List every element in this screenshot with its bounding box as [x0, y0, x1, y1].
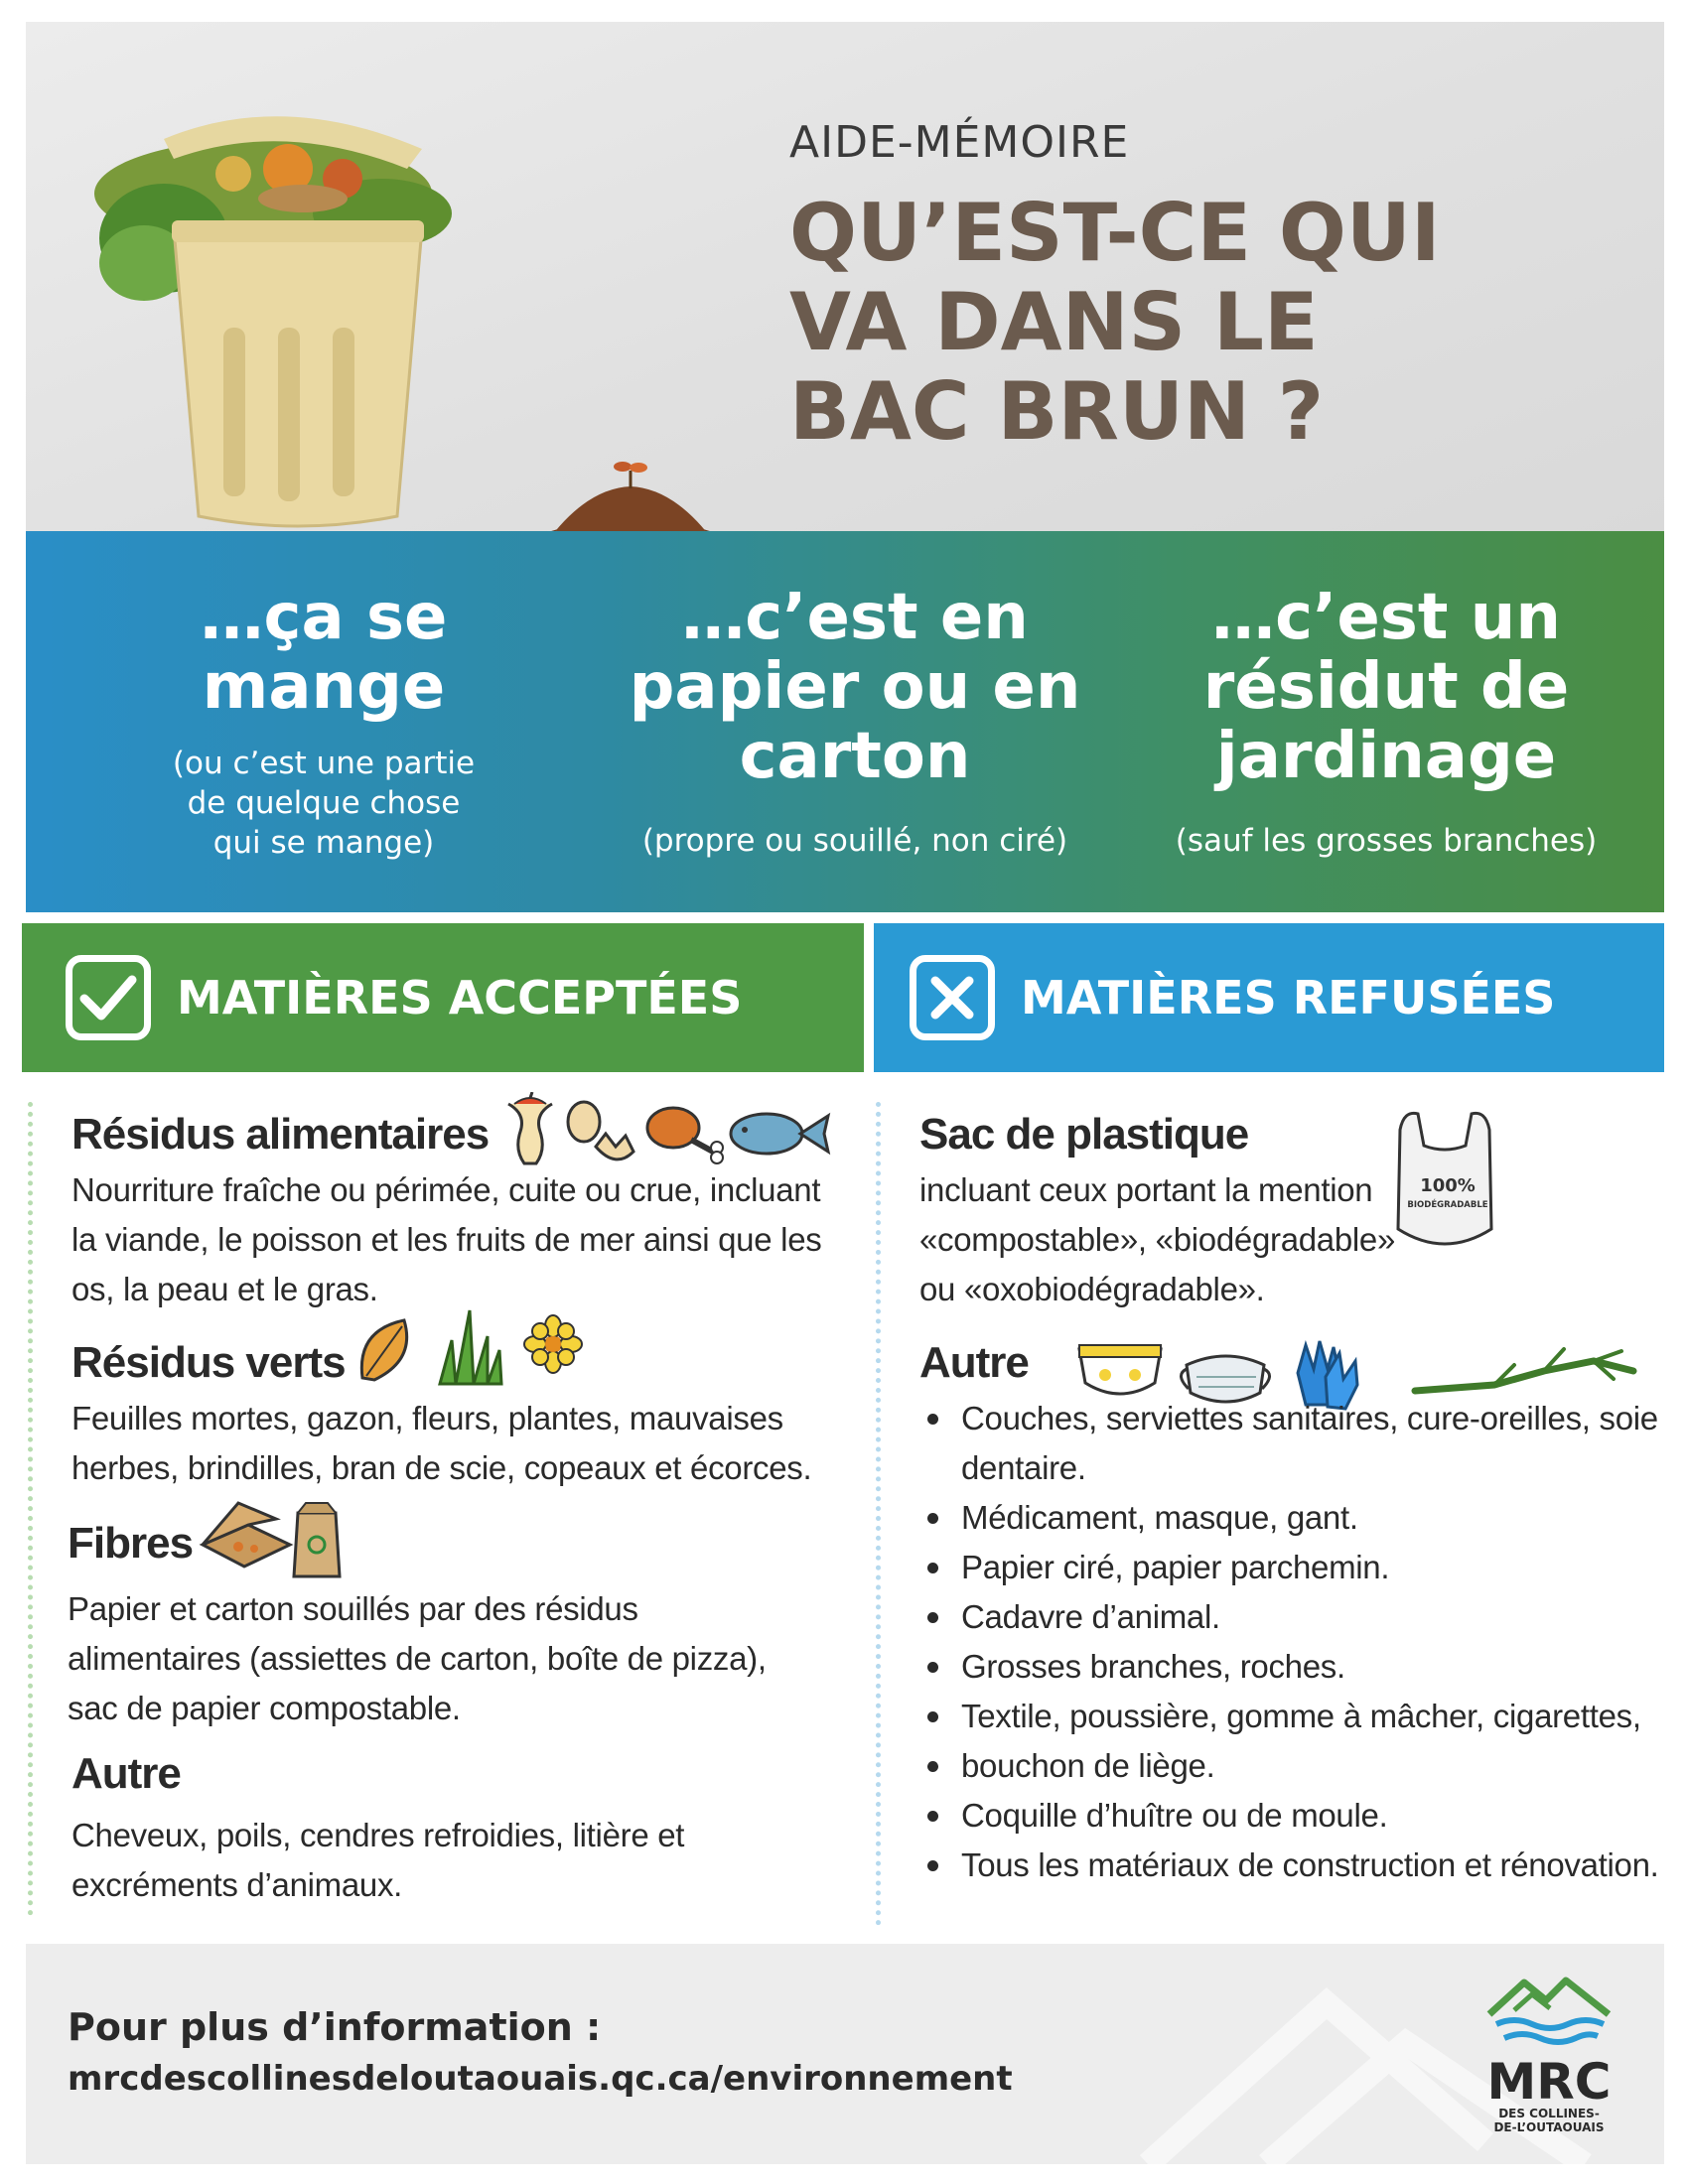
plastic-bag-icon: [1390, 1110, 1499, 1259]
garden-icons: [352, 1300, 591, 1390]
criterion-garden: …c’est un résidut de jardinage (sauf les grosses branches): [1175, 581, 1598, 859]
accepted-heading: MATIÈRES ACCEPTÉES: [177, 971, 743, 1024]
mrc-logo: MRC DES COLLINES- DE-L’OUTAOUAIS: [1470, 1971, 1628, 2149]
accepted-header: [22, 923, 864, 1072]
section-title-plastic: Sac de plastique: [919, 1110, 1249, 1159]
footer-url-link[interactable]: mrcdescollinesdeloutaouais.qc.ca/environnement: [68, 2059, 1013, 2099]
section-text-food: Nourriture fraîche ou périmée, cuite ou crue, incluant la viande, le poisson et les fruits de mer ainsi que les os, la peau et le gras.: [71, 1171, 822, 1307]
section-title-other-refused: Autre: [919, 1338, 1029, 1387]
mrc-logo-mark: [1484, 1971, 1614, 2050]
divider-left: [28, 1102, 33, 1916]
paper-bag-icon: [294, 1503, 340, 1576]
svg-text:BIODÉGRADABLE: BIODÉGRADABLE: [1407, 1200, 1488, 1210]
list-item: Grosses branches, roches.: [919, 1642, 1659, 1692]
criterion-paper: …c’est en papier ou en carton (propre ou souillé, non ciré): [629, 581, 1081, 859]
list-item: Tous les matériaux de construction et rénovation.: [919, 1841, 1659, 1890]
list-item: Coquille d’huître ou de moule.: [919, 1791, 1659, 1841]
food-icons: [496, 1092, 834, 1171]
list-item: Médicament, masque, gant.: [919, 1493, 1659, 1543]
list-item: Textile, poussière, gomme à mâcher, cigarettes,: [919, 1692, 1659, 1741]
footer: [26, 1944, 1664, 2164]
fibre-icons: [199, 1499, 348, 1578]
pizza-box-icon: [203, 1503, 290, 1567]
kicker-text: AIDE-MÉMOIRE: [789, 117, 1130, 168]
list-item: Papier ciré, papier parchemin.: [919, 1543, 1659, 1592]
refused-header: [874, 923, 1664, 1072]
cross-icon: [910, 955, 995, 1040]
section-title-other-accepted: Autre: [71, 1749, 181, 1798]
fish-icon: [731, 1114, 828, 1154]
flower-icon: [524, 1315, 582, 1373]
svg-text:100%: 100%: [1420, 1175, 1476, 1196]
list-item: Cadavre d’animal.: [919, 1592, 1659, 1642]
section-title-food: Résidus alimentaires: [71, 1110, 490, 1159]
divider-right: [876, 1102, 881, 1926]
refused-other-list: [919, 1394, 1659, 1890]
criteria-band: [26, 531, 1664, 912]
criterion-edible: …ça se mange (ou c’est une partie de quelque chose qui se mange): [172, 581, 476, 861]
list-item: Couches, serviettes sanitaires, cure-oreilles, soie dentaire.: [919, 1394, 1659, 1493]
section-text-fibres: Papier et carton souillés par des résidus alimentaires (assiettes de carton, boîte de pizza), sac de papier compostable.: [68, 1590, 767, 1726]
footer-info-label: Pour plus d’information :: [68, 2005, 602, 2049]
section-title-green: Résidus verts: [71, 1338, 346, 1387]
leaf-icon: [361, 1320, 406, 1380]
apple-core-icon: [508, 1092, 552, 1163]
eggshell-icon: [568, 1102, 633, 1160]
checkmark-icon: [66, 955, 151, 1040]
section-text-other-accepted: Cheveux, poils, cendres refroidies, litière et excréments d’animaux.: [71, 1817, 685, 1903]
section-text-plastic: incluant ceux portant la mention «compostable», «biodégradable» ou «oxobiodégradable».: [919, 1171, 1396, 1307]
section-title-fibres: Fibres: [68, 1519, 194, 1568]
page-title: QU’EST-CE QUI VA DANS LE BAC BRUN ?: [789, 187, 1441, 458]
grass-icon: [440, 1310, 501, 1384]
list-item: bouchon de liège.: [919, 1741, 1659, 1791]
section-text-green: Feuilles mortes, gazon, fleurs, plantes, mauvaises herbes, brindilles, bran de scie, copeaux et écorces.: [71, 1400, 812, 1486]
refused-heading: MATIÈRES REFUSÉES: [1021, 971, 1556, 1024]
chicken-leg-icon: [647, 1108, 723, 1163]
diaper-icon: [1079, 1345, 1161, 1394]
compost-bin-illustration: [55, 99, 571, 556]
branch-icon: [1415, 1349, 1633, 1391]
